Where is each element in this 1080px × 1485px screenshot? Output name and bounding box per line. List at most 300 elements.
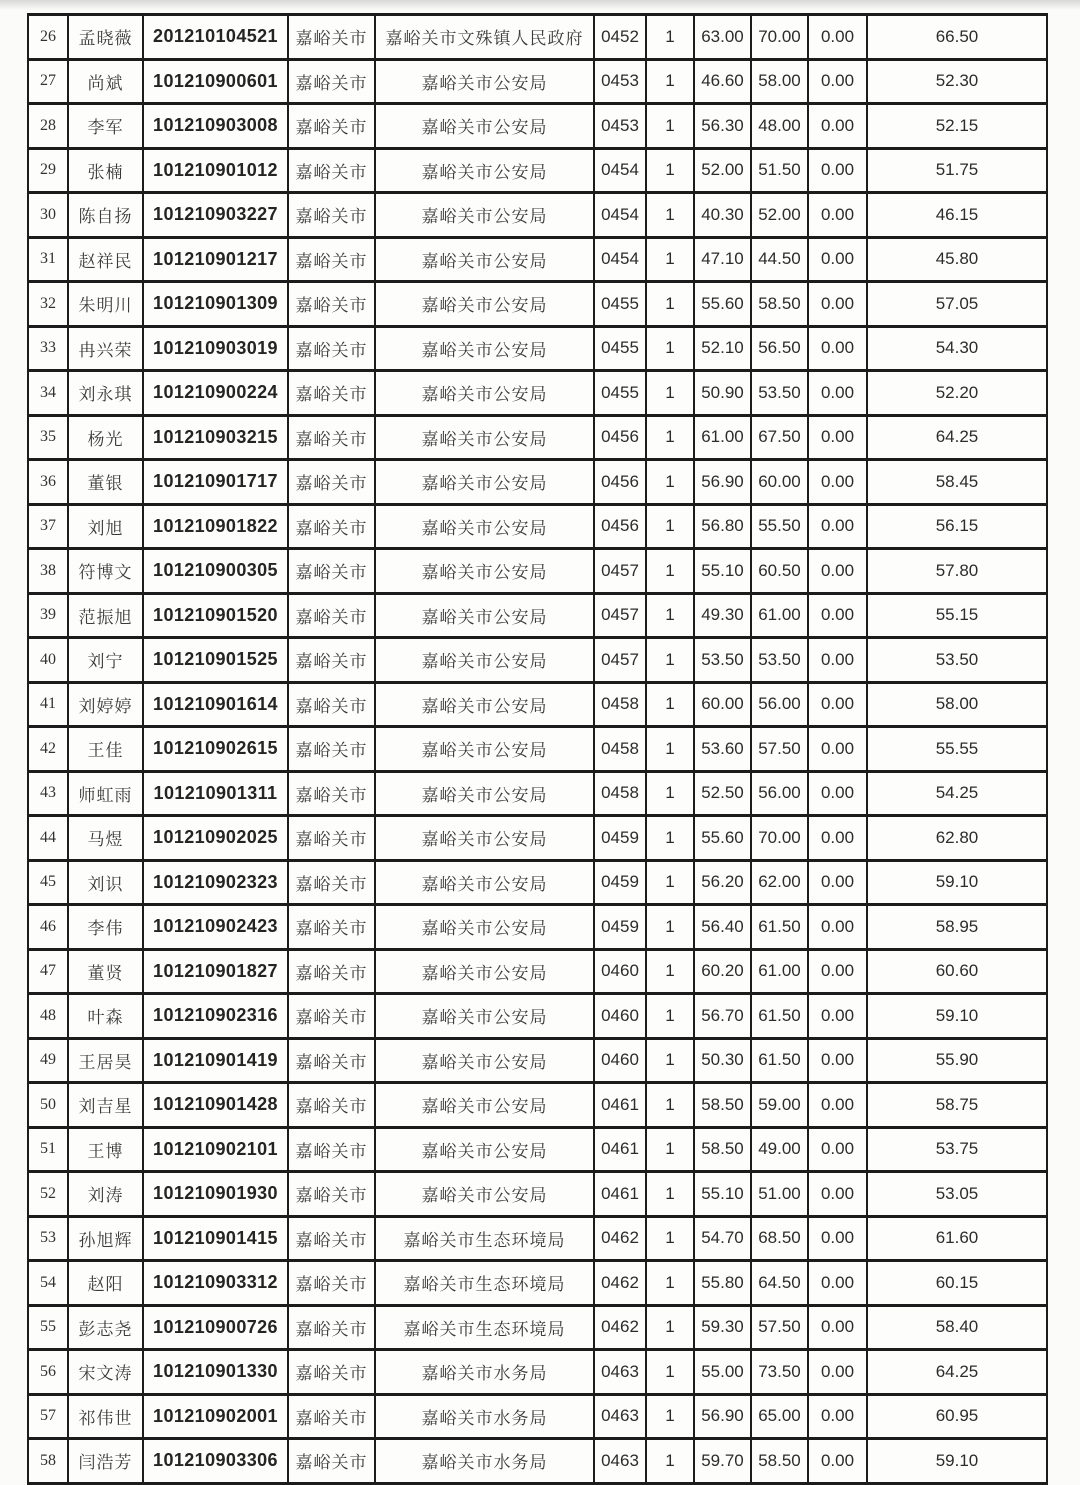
row-number-cell: 51 (28, 1127, 68, 1172)
recruit-count-cell: 1 (646, 771, 694, 816)
bonus-score-cell: 0.00 (808, 1127, 867, 1172)
interview-score-cell: 52.00 (751, 193, 808, 238)
department-cell: 嘉峪关市公安局 (375, 682, 594, 727)
name-cell: 尚斌 (68, 59, 143, 104)
position-code-cell: 0457 (594, 549, 646, 594)
row-number-cell: 35 (28, 415, 68, 460)
row-number-cell: 33 (28, 326, 68, 371)
final-score-cell: 60.95 (867, 1394, 1047, 1439)
score-table (27, 13, 1048, 1485)
bonus-score-cell: 0.00 (808, 59, 867, 104)
name-cell: 王博 (68, 1127, 143, 1172)
name-cell: 孟晓薇 (68, 15, 143, 60)
final-score-cell: 58.75 (867, 1083, 1047, 1128)
bonus-score-cell: 0.00 (808, 148, 867, 193)
interview-score-cell: 53.50 (751, 638, 808, 683)
row-number-cell: 58 (28, 1439, 68, 1484)
position-code-cell: 0460 (594, 994, 646, 1039)
candidate-id-cell: 101210903227 (143, 193, 288, 238)
recruit-count-cell: 1 (646, 1394, 694, 1439)
position-code-cell: 0452 (594, 15, 646, 60)
position-code-cell: 0463 (594, 1350, 646, 1395)
name-cell: 马煜 (68, 816, 143, 861)
table-row (28, 1083, 1047, 1128)
bonus-score-cell: 0.00 (808, 1216, 867, 1261)
final-score-cell: 58.40 (867, 1305, 1047, 1350)
row-number-cell: 52 (28, 1172, 68, 1217)
department-cell: 嘉峪关市生态环境局 (375, 1261, 594, 1306)
final-score-cell: 59.10 (867, 994, 1047, 1039)
interview-score-cell: 62.00 (751, 860, 808, 905)
bonus-score-cell: 0.00 (808, 1083, 867, 1128)
department-cell: 嘉峪关市公安局 (375, 638, 594, 683)
name-cell: 符博文 (68, 549, 143, 594)
name-cell: 张楠 (68, 148, 143, 193)
name-cell: 赵祥民 (68, 237, 143, 282)
candidate-id-cell: 101210902101 (143, 1127, 288, 1172)
final-score-cell: 64.25 (867, 1350, 1047, 1395)
written-score-cell: 56.90 (694, 1394, 751, 1439)
bonus-score-cell: 0.00 (808, 1172, 867, 1217)
recruit-count-cell: 1 (646, 415, 694, 460)
position-code-cell: 0456 (594, 415, 646, 460)
table-row (28, 1305, 1047, 1350)
table-row (28, 460, 1047, 505)
recruit-count-cell: 1 (646, 104, 694, 149)
recruit-count-cell: 1 (646, 59, 694, 104)
name-cell: 彭志尧 (68, 1305, 143, 1350)
interview-score-cell: 58.50 (751, 282, 808, 327)
candidate-id-cell: 101210900726 (143, 1305, 288, 1350)
candidate-id-cell: 101210903306 (143, 1439, 288, 1484)
city-cell: 嘉峪关市 (288, 593, 375, 638)
row-number-cell: 32 (28, 282, 68, 327)
bonus-score-cell: 0.00 (808, 15, 867, 60)
name-cell: 范振旭 (68, 593, 143, 638)
table-row (28, 994, 1047, 1039)
page-top-edge (0, 0, 1080, 10)
written-score-cell: 59.70 (694, 1439, 751, 1484)
recruit-count-cell: 1 (646, 994, 694, 1039)
name-cell: 刘吉星 (68, 1083, 143, 1128)
written-score-cell: 59.30 (694, 1305, 751, 1350)
bonus-score-cell: 0.00 (808, 1305, 867, 1350)
final-score-cell: 57.80 (867, 549, 1047, 594)
row-number-cell: 34 (28, 371, 68, 416)
table-row (28, 860, 1047, 905)
interview-score-cell: 60.00 (751, 460, 808, 505)
department-cell: 嘉峪关市公安局 (375, 1038, 594, 1083)
city-cell: 嘉峪关市 (288, 1350, 375, 1395)
department-cell: 嘉峪关市公安局 (375, 237, 594, 282)
position-code-cell: 0455 (594, 282, 646, 327)
city-cell: 嘉峪关市 (288, 994, 375, 1039)
candidate-id-cell: 101210901525 (143, 638, 288, 683)
written-score-cell: 50.90 (694, 371, 751, 416)
written-score-cell: 56.90 (694, 460, 751, 505)
row-number-cell: 26 (28, 15, 68, 60)
city-cell: 嘉峪关市 (288, 504, 375, 549)
name-cell: 董银 (68, 460, 143, 505)
name-cell: 祁伟世 (68, 1394, 143, 1439)
department-cell: 嘉峪关市公安局 (375, 193, 594, 238)
recruit-count-cell: 1 (646, 237, 694, 282)
position-code-cell: 0462 (594, 1216, 646, 1261)
written-score-cell: 56.80 (694, 504, 751, 549)
name-cell: 闫浩芳 (68, 1439, 143, 1484)
row-number-cell: 40 (28, 638, 68, 683)
recruit-count-cell: 1 (646, 1172, 694, 1217)
position-code-cell: 0453 (594, 59, 646, 104)
bonus-score-cell: 0.00 (808, 1350, 867, 1395)
city-cell: 嘉峪关市 (288, 1439, 375, 1484)
candidate-id-cell: 101210903008 (143, 104, 288, 149)
department-cell: 嘉峪关市公安局 (375, 771, 594, 816)
bonus-score-cell: 0.00 (808, 504, 867, 549)
department-cell: 嘉峪关市公安局 (375, 1172, 594, 1217)
interview-score-cell: 61.00 (751, 593, 808, 638)
recruit-count-cell: 1 (646, 460, 694, 505)
recruit-count-cell: 1 (646, 816, 694, 861)
table-row (28, 727, 1047, 772)
position-code-cell: 0461 (594, 1127, 646, 1172)
bonus-score-cell: 0.00 (808, 415, 867, 460)
position-code-cell: 0454 (594, 148, 646, 193)
city-cell: 嘉峪关市 (288, 638, 375, 683)
row-number-cell: 48 (28, 994, 68, 1039)
bonus-score-cell: 0.00 (808, 1439, 867, 1484)
department-cell: 嘉峪关市水务局 (375, 1394, 594, 1439)
position-code-cell: 0461 (594, 1172, 646, 1217)
recruit-count-cell: 1 (646, 727, 694, 772)
city-cell: 嘉峪关市 (288, 460, 375, 505)
city-cell: 嘉峪关市 (288, 1172, 375, 1217)
final-score-cell: 53.75 (867, 1127, 1047, 1172)
final-score-cell: 61.60 (867, 1216, 1047, 1261)
city-cell: 嘉峪关市 (288, 905, 375, 950)
table-row (28, 371, 1047, 416)
department-cell: 嘉峪关市公安局 (375, 282, 594, 327)
name-cell: 刘涛 (68, 1172, 143, 1217)
recruit-count-cell: 1 (646, 1439, 694, 1484)
city-cell: 嘉峪关市 (288, 549, 375, 594)
interview-score-cell: 57.50 (751, 727, 808, 772)
interview-score-cell: 73.50 (751, 1350, 808, 1395)
row-number-cell: 37 (28, 504, 68, 549)
row-number-cell: 29 (28, 148, 68, 193)
table-row (28, 504, 1047, 549)
row-number-cell: 38 (28, 549, 68, 594)
position-code-cell: 0460 (594, 1038, 646, 1083)
candidate-id-cell: 101210902615 (143, 727, 288, 772)
recruit-count-cell: 1 (646, 949, 694, 994)
city-cell: 嘉峪关市 (288, 727, 375, 772)
city-cell: 嘉峪关市 (288, 816, 375, 861)
final-score-cell: 59.10 (867, 1439, 1047, 1484)
table-row (28, 1172, 1047, 1217)
recruit-count-cell: 1 (646, 1305, 694, 1350)
table-row (28, 816, 1047, 861)
final-score-cell: 64.25 (867, 415, 1047, 460)
interview-score-cell: 51.00 (751, 1172, 808, 1217)
interview-score-cell: 59.00 (751, 1083, 808, 1128)
candidate-id-cell: 101210902025 (143, 816, 288, 861)
position-code-cell: 0458 (594, 682, 646, 727)
position-code-cell: 0456 (594, 504, 646, 549)
name-cell: 赵阳 (68, 1261, 143, 1306)
name-cell: 刘宁 (68, 638, 143, 683)
interview-score-cell: 57.50 (751, 1305, 808, 1350)
department-cell: 嘉峪关市公安局 (375, 326, 594, 371)
row-number-cell: 46 (28, 905, 68, 950)
table-row (28, 326, 1047, 371)
candidate-id-cell: 101210900601 (143, 59, 288, 104)
city-cell: 嘉峪关市 (288, 104, 375, 149)
row-number-cell: 42 (28, 727, 68, 772)
recruit-count-cell: 1 (646, 326, 694, 371)
bonus-score-cell: 0.00 (808, 682, 867, 727)
department-cell: 嘉峪关市公安局 (375, 371, 594, 416)
city-cell: 嘉峪关市 (288, 860, 375, 905)
candidate-id-cell: 101210901822 (143, 504, 288, 549)
interview-score-cell: 58.00 (751, 59, 808, 104)
final-score-cell: 53.05 (867, 1172, 1047, 1217)
recruit-count-cell: 1 (646, 1216, 694, 1261)
name-cell: 刘永琪 (68, 371, 143, 416)
department-cell: 嘉峪关市公安局 (375, 148, 594, 193)
table-row (28, 682, 1047, 727)
department-cell: 嘉峪关市公安局 (375, 860, 594, 905)
table-row (28, 1038, 1047, 1083)
final-score-cell: 58.45 (867, 460, 1047, 505)
position-code-cell: 0458 (594, 771, 646, 816)
city-cell: 嘉峪关市 (288, 237, 375, 282)
candidate-id-cell: 101210902323 (143, 860, 288, 905)
final-score-cell: 66.50 (867, 15, 1047, 60)
department-cell: 嘉峪关市公安局 (375, 905, 594, 950)
city-cell: 嘉峪关市 (288, 1216, 375, 1261)
bonus-score-cell: 0.00 (808, 593, 867, 638)
city-cell: 嘉峪关市 (288, 1127, 375, 1172)
department-cell: 嘉峪关市公安局 (375, 994, 594, 1039)
name-cell: 董贤 (68, 949, 143, 994)
interview-score-cell: 56.00 (751, 771, 808, 816)
recruit-count-cell: 1 (646, 193, 694, 238)
position-code-cell: 0454 (594, 193, 646, 238)
position-code-cell: 0463 (594, 1439, 646, 1484)
table-row (28, 1216, 1047, 1261)
table-row (28, 148, 1047, 193)
recruit-count-cell: 1 (646, 1038, 694, 1083)
name-cell: 叶森 (68, 994, 143, 1039)
position-code-cell: 0459 (594, 816, 646, 861)
candidate-id-cell: 101210901930 (143, 1172, 288, 1217)
bonus-score-cell: 0.00 (808, 104, 867, 149)
table-row (28, 1394, 1047, 1439)
department-cell: 嘉峪关市公安局 (375, 727, 594, 772)
position-code-cell: 0459 (594, 905, 646, 950)
name-cell: 刘旭 (68, 504, 143, 549)
written-score-cell: 58.50 (694, 1127, 751, 1172)
bonus-score-cell: 0.00 (808, 1394, 867, 1439)
name-cell: 师虹雨 (68, 771, 143, 816)
department-cell: 嘉峪关市公安局 (375, 504, 594, 549)
recruit-count-cell: 1 (646, 282, 694, 327)
final-score-cell: 59.10 (867, 860, 1047, 905)
position-code-cell: 0456 (594, 460, 646, 505)
city-cell: 嘉峪关市 (288, 1305, 375, 1350)
final-score-cell: 54.25 (867, 771, 1047, 816)
candidate-id-cell: 101210902316 (143, 994, 288, 1039)
table-row (28, 638, 1047, 683)
row-number-cell: 36 (28, 460, 68, 505)
candidate-id-cell: 101210901827 (143, 949, 288, 994)
interview-score-cell: 61.50 (751, 1038, 808, 1083)
department-cell: 嘉峪关市水务局 (375, 1350, 594, 1395)
position-code-cell: 0454 (594, 237, 646, 282)
table-row (28, 593, 1047, 638)
candidate-id-cell: 101210901614 (143, 682, 288, 727)
row-number-cell: 27 (28, 59, 68, 104)
table-row (28, 59, 1047, 104)
city-cell: 嘉峪关市 (288, 1261, 375, 1306)
final-score-cell: 55.90 (867, 1038, 1047, 1083)
candidate-id-cell: 101210901428 (143, 1083, 288, 1128)
final-score-cell: 56.15 (867, 504, 1047, 549)
written-score-cell: 55.80 (694, 1261, 751, 1306)
final-score-cell: 52.30 (867, 59, 1047, 104)
table-row (28, 949, 1047, 994)
table-row (28, 1439, 1047, 1484)
recruit-count-cell: 1 (646, 860, 694, 905)
written-score-cell: 60.00 (694, 682, 751, 727)
written-score-cell: 55.00 (694, 1350, 751, 1395)
written-score-cell: 60.20 (694, 949, 751, 994)
recruit-count-cell: 1 (646, 15, 694, 60)
candidate-id-cell: 101210901012 (143, 148, 288, 193)
interview-score-cell: 64.50 (751, 1261, 808, 1306)
city-cell: 嘉峪关市 (288, 415, 375, 460)
recruit-count-cell: 1 (646, 638, 694, 683)
name-cell: 孙旭辉 (68, 1216, 143, 1261)
written-score-cell: 49.30 (694, 593, 751, 638)
city-cell: 嘉峪关市 (288, 1083, 375, 1128)
candidate-id-cell: 101210902423 (143, 905, 288, 950)
recruit-count-cell: 1 (646, 371, 694, 416)
city-cell: 嘉峪关市 (288, 1038, 375, 1083)
final-score-cell: 55.55 (867, 727, 1047, 772)
row-number-cell: 50 (28, 1083, 68, 1128)
table-row (28, 771, 1047, 816)
bonus-score-cell: 0.00 (808, 460, 867, 505)
bonus-score-cell: 0.00 (808, 1038, 867, 1083)
table-row (28, 1127, 1047, 1172)
bonus-score-cell: 0.00 (808, 326, 867, 371)
bonus-score-cell: 0.00 (808, 771, 867, 816)
candidate-id-cell: 101210901311 (143, 771, 288, 816)
city-cell: 嘉峪关市 (288, 326, 375, 371)
written-score-cell: 55.60 (694, 282, 751, 327)
final-score-cell: 52.15 (867, 104, 1047, 149)
interview-score-cell: 70.00 (751, 15, 808, 60)
candidate-id-cell: 101210901415 (143, 1216, 288, 1261)
written-score-cell: 40.30 (694, 193, 751, 238)
written-score-cell: 56.30 (694, 104, 751, 149)
recruit-count-cell: 1 (646, 504, 694, 549)
final-score-cell: 57.05 (867, 282, 1047, 327)
written-score-cell: 52.00 (694, 148, 751, 193)
position-code-cell: 0459 (594, 860, 646, 905)
bonus-score-cell: 0.00 (808, 860, 867, 905)
row-number-cell: 39 (28, 593, 68, 638)
name-cell: 冉兴荣 (68, 326, 143, 371)
final-score-cell: 62.80 (867, 816, 1047, 861)
name-cell: 李伟 (68, 905, 143, 950)
final-score-cell: 51.75 (867, 148, 1047, 193)
table-row (28, 549, 1047, 594)
department-cell: 嘉峪关市生态环境局 (375, 1216, 594, 1261)
bonus-score-cell: 0.00 (808, 949, 867, 994)
candidate-id-cell: 101210902001 (143, 1394, 288, 1439)
bonus-score-cell: 0.00 (808, 1261, 867, 1306)
bonus-score-cell: 0.00 (808, 816, 867, 861)
row-number-cell: 45 (28, 860, 68, 905)
table-row (28, 905, 1047, 950)
position-code-cell: 0457 (594, 593, 646, 638)
candidate-id-cell: 101210900305 (143, 549, 288, 594)
written-score-cell: 52.10 (694, 326, 751, 371)
city-cell: 嘉峪关市 (288, 282, 375, 327)
final-score-cell: 45.80 (867, 237, 1047, 282)
position-code-cell: 0457 (594, 638, 646, 683)
candidate-id-cell: 201210104521 (143, 15, 288, 60)
city-cell: 嘉峪关市 (288, 193, 375, 238)
department-cell: 嘉峪关市公安局 (375, 593, 594, 638)
row-number-cell: 30 (28, 193, 68, 238)
written-score-cell: 61.00 (694, 415, 751, 460)
candidate-id-cell: 101210903019 (143, 326, 288, 371)
name-cell: 王佳 (68, 727, 143, 772)
table-row (28, 1350, 1047, 1395)
city-cell: 嘉峪关市 (288, 682, 375, 727)
name-cell: 王居昊 (68, 1038, 143, 1083)
candidate-id-cell: 101210901717 (143, 460, 288, 505)
recruit-count-cell: 1 (646, 549, 694, 594)
row-number-cell: 47 (28, 949, 68, 994)
written-score-cell: 56.70 (694, 994, 751, 1039)
position-code-cell: 0462 (594, 1261, 646, 1306)
row-number-cell: 55 (28, 1305, 68, 1350)
department-cell: 嘉峪关市公安局 (375, 415, 594, 460)
city-cell: 嘉峪关市 (288, 949, 375, 994)
bonus-score-cell: 0.00 (808, 905, 867, 950)
final-score-cell: 54.30 (867, 326, 1047, 371)
interview-score-cell: 60.50 (751, 549, 808, 594)
interview-score-cell: 56.00 (751, 682, 808, 727)
table-row (28, 1261, 1047, 1306)
table-row (28, 282, 1047, 327)
written-score-cell: 56.40 (694, 905, 751, 950)
written-score-cell: 55.10 (694, 549, 751, 594)
candidate-id-cell: 101210901419 (143, 1038, 288, 1083)
candidate-id-cell: 101210901330 (143, 1350, 288, 1395)
bonus-score-cell: 0.00 (808, 638, 867, 683)
row-number-cell: 53 (28, 1216, 68, 1261)
name-cell: 陈自扬 (68, 193, 143, 238)
written-score-cell: 63.00 (694, 15, 751, 60)
recruit-count-cell: 1 (646, 1261, 694, 1306)
city-cell: 嘉峪关市 (288, 148, 375, 193)
